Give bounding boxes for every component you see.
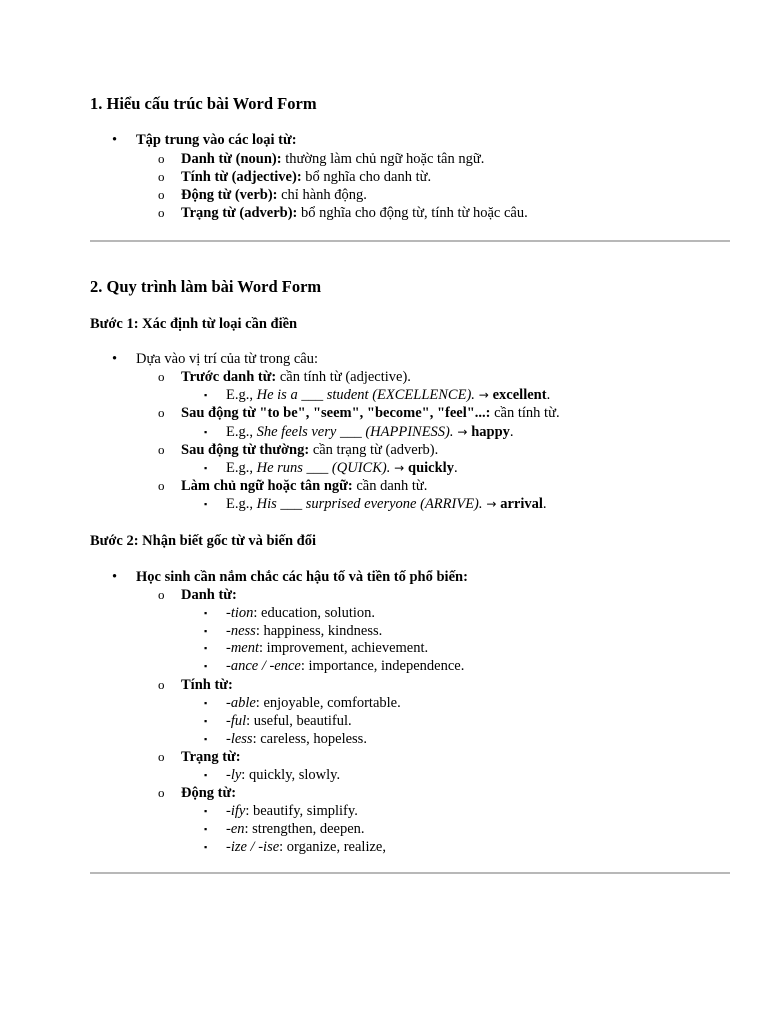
disc-bullet: •: [112, 351, 118, 367]
horizontal-divider: [90, 240, 730, 242]
square-bullet: ▪: [204, 734, 208, 744]
eg-answer: quickly: [408, 460, 454, 476]
arrow-icon: →: [474, 388, 493, 402]
group-label: Danh từ:: [181, 587, 237, 603]
group-label: Động từ:: [181, 785, 237, 801]
rule-desc: cần danh từ.: [352, 478, 428, 494]
section-2-heading: 2. Quy trình làm bài Word Form: [90, 277, 322, 296]
step-2-title: Bước 2: Nhận biết gốc từ và biến đổi: [90, 533, 317, 549]
suffix-examples: : organize, realize,: [279, 839, 386, 855]
suffix-examples: : useful, beautiful.: [246, 713, 352, 729]
term-desc: bổ nghĩa cho danh từ.: [301, 169, 432, 185]
eg-end: .: [509, 424, 514, 440]
square-bullet: ▪: [204, 608, 208, 618]
circle-bullet: o: [158, 749, 165, 764]
suffix: -tion: [226, 605, 254, 621]
horizontal-divider: [90, 872, 730, 874]
suffix: -ize / -ise: [226, 839, 280, 855]
eg-prefix: E.g.,: [226, 496, 257, 512]
rule-label: Làm chủ ngữ hoặc tân ngữ:: [181, 478, 353, 494]
suffix: -ness: [226, 623, 256, 639]
eg-answer: arrival: [500, 496, 543, 512]
square-bullet: ▪: [204, 499, 208, 509]
square-bullet: ▪: [204, 770, 208, 780]
eg-prefix: E.g.,: [226, 460, 257, 476]
eg-sentence: He runs ___ (QUICK).: [256, 460, 391, 476]
circle-bullet: o: [158, 205, 165, 220]
circle-bullet: o: [158, 151, 165, 166]
eg-end: .: [453, 460, 458, 476]
list-item-label: Học sinh cần nắm chắc các hậu tố và tiền tố phổ biến:: [136, 569, 468, 585]
square-bullet: ▪: [204, 463, 208, 473]
circle-bullet: o: [158, 677, 165, 692]
list-item-text: Dựa vào vị trí của từ trong câu:: [136, 351, 319, 367]
square-bullet: ▪: [204, 390, 208, 400]
eg-end: .: [542, 496, 547, 512]
eg-answer: excellent: [492, 387, 547, 403]
square-bullet: ▪: [204, 716, 208, 726]
group-label: Trạng từ:: [181, 749, 241, 765]
disc-bullet: •: [112, 569, 118, 585]
circle-bullet: o: [158, 442, 165, 457]
suffix-examples: : importance, independence.: [300, 658, 465, 674]
eg-prefix: E.g.,: [226, 424, 257, 440]
term-label: Động từ (verb):: [181, 187, 278, 203]
rule-desc: cần trạng từ (adverb).: [309, 442, 439, 458]
suffix: -ance / -ence: [226, 658, 301, 674]
circle-bullet: o: [158, 187, 165, 202]
eg-end: .: [546, 387, 551, 403]
disc-bullet: •: [112, 132, 118, 148]
suffix-examples: : beautify, simplify.: [245, 803, 358, 819]
eg-prefix: E.g.,: [226, 387, 257, 403]
suffix: -ment: [226, 640, 260, 656]
suffix: -able: [226, 695, 256, 711]
suffix: -ly: [226, 767, 242, 783]
suffix: -less: [226, 731, 253, 747]
rule-label: Trước danh từ:: [181, 369, 277, 385]
term-desc: bổ nghĩa cho động từ, tính từ hoặc câu.: [297, 205, 528, 221]
suffix-examples: : quickly, slowly.: [241, 767, 341, 783]
circle-bullet: o: [158, 785, 165, 800]
arrow-icon: →: [453, 425, 472, 439]
suffix-examples: : enjoyable, comfortable.: [255, 695, 401, 711]
rule-label: Sau động từ "to be", "seem", "become", "feel"...:: [181, 405, 491, 421]
square-bullet: ▪: [204, 661, 208, 671]
eg-sentence: She feels very ___ (HAPPINESS).: [256, 424, 454, 440]
suffix-examples: : education, solution.: [253, 605, 376, 621]
rule-desc: cần tính từ (adjective).: [276, 369, 411, 385]
rule-desc: cần tính từ.: [490, 405, 560, 421]
circle-bullet: o: [158, 169, 165, 184]
square-bullet: ▪: [204, 427, 208, 437]
suffix-examples: : improvement, achievement.: [259, 640, 429, 656]
circle-bullet: o: [158, 405, 165, 420]
arrow-icon: →: [390, 461, 409, 475]
square-bullet: ▪: [204, 643, 208, 653]
circle-bullet: o: [158, 587, 165, 602]
eg-answer: happy: [471, 424, 510, 440]
list-item-label: Tập trung vào các loại từ:: [136, 132, 297, 148]
square-bullet: ▪: [204, 698, 208, 708]
suffix-examples: : strengthen, deepen.: [244, 821, 365, 837]
square-bullet: ▪: [204, 626, 208, 636]
term-label: Tính từ (adjective):: [181, 169, 302, 185]
suffix: -ful: [226, 713, 247, 729]
suffix: -en: [226, 821, 245, 837]
step-1-title: Bước 1: Xác định từ loại cần điền: [90, 316, 298, 332]
square-bullet: ▪: [204, 842, 208, 852]
square-bullet: ▪: [204, 806, 208, 816]
suffix-examples: : careless, hopeless.: [252, 731, 367, 747]
term-desc: thường làm chủ ngữ hoặc tân ngữ.: [281, 151, 485, 167]
section-1-heading: 1. Hiểu cấu trúc bài Word Form: [90, 94, 317, 113]
group-label: Tính từ:: [181, 677, 233, 693]
arrow-icon: →: [482, 497, 501, 511]
circle-bullet: o: [158, 478, 165, 493]
term-desc: chỉ hành động.: [277, 187, 367, 203]
eg-sentence: His ___ surprised everyone (ARRIVE).: [256, 496, 483, 512]
circle-bullet: o: [158, 369, 165, 384]
rule-label: Sau động từ thường:: [181, 442, 310, 458]
term-label: Danh từ (noun):: [181, 151, 282, 167]
eg-sentence: He is a ___ student (EXCELLENCE).: [256, 387, 475, 403]
suffix: -ify: [226, 803, 246, 819]
term-label: Trạng từ (adverb):: [181, 205, 298, 221]
suffix-examples: : happiness, kindness.: [255, 623, 383, 639]
square-bullet: ▪: [204, 824, 208, 834]
